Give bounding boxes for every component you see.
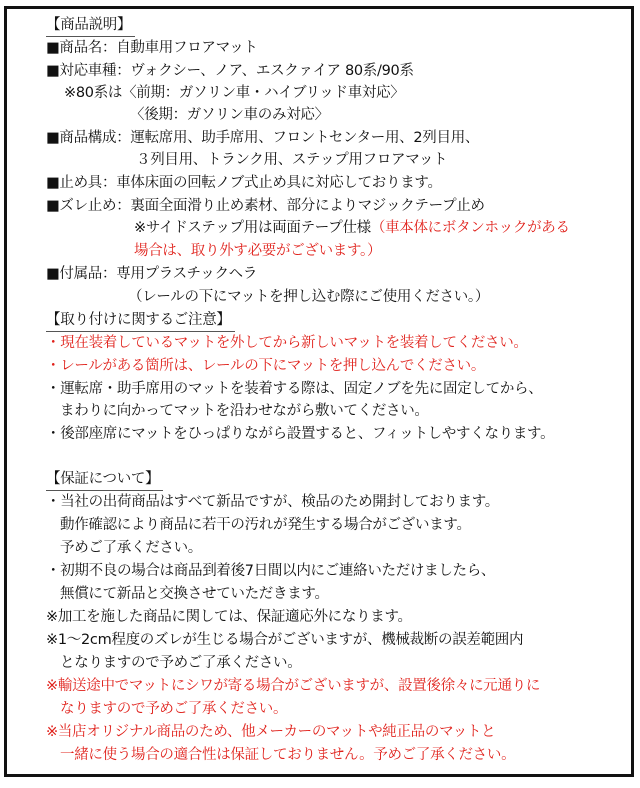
accessory-note: （レールの下にマットを押し込む際にご使用ください。） [128,289,490,305]
warranty-note: ※当店オリジナル商品のため、他メーカーのマットや純正品のマットと [46,724,496,740]
note-80-early: ※80系は〈前期：ガソリン車・ハイブリッド車対応〉 [64,85,405,101]
accessory: ■付属品：専用プラスチックヘラ [46,266,258,282]
warranty-note: となりますので予めご了承ください。 [60,655,302,671]
compatible-models: ■対応車種：ヴォクシー、ノア、エスクァイア 80系/90系 [46,63,414,79]
installation-note: ・レールがある箇所は、レールの下にマットを押し込んでください。 [46,358,486,374]
warranty-note: 予めご了承ください。 [60,540,202,556]
side-step-note: ※サイドステップ用は両面テープ仕様 [134,220,371,236]
anti-slip: ■ズレ止め：裏面全面滑り止め素材、部分によりマジックテープ止め [46,198,485,214]
note-80-late: 〈後期：ガソリン車のみ対応〉 [130,107,329,123]
warranty-note: ※輸送途中でマットにシワが寄る場合がございますが、設置後徐々に元通りに [46,678,541,694]
fastener: ■止め具：車体床面の回転ノブ式止め具に対応しております。 [46,175,442,191]
warranty-note: ・当社の出荷商品はすべて新品ですが、検品のため開封しております。 [46,494,499,510]
side-step-warning-cont: 場合は、取り外す必要がございます。） [134,243,382,259]
warranty-note: ※1～2cm程度のズレが生じる場合がございますが、機械裁断の誤差範囲内 [46,632,524,648]
warranty-note: 動作確認により商品に若干の汚れが発生する場合がございます。 [60,517,471,533]
section-heading-product-description: 【商品説明】 [46,14,135,37]
warranty-note: ※加工を施した商品に関しては、保証適応外になります。 [46,609,412,625]
composition-line-2: ３列目用、トランク用、ステップ用フロアマット [136,152,448,168]
section-heading-warranty: 【保証について】 [46,468,163,491]
warranty-note: 無償にて新品と交換させていただきます。 [60,586,329,602]
installation-note: ・後部座席にマットをひっぱりながら設置すると、フィットしやすくなります。 [46,426,555,442]
section-heading-installation: 【取り付けに関するご注意】 [46,309,235,332]
side-step-note-line [134,217,570,239]
composition-line-1: ■商品構成：運転席用、助手席用、フロントセンター用、2列目用、 [46,130,480,146]
product-name: ■商品名：自動車用フロアマット [46,40,258,56]
side-step-warning: （車本体にボタンホックがある [370,220,570,236]
installation-note: ・現在装着しているマットを外してから新しいマットを装着してください。 [46,335,528,351]
warranty-note: なりますので予めご了承ください。 [60,701,288,717]
installation-note: ・運転席・助手席用のマットを装着する際は、固定ノブを先に固定してから、 [46,381,543,397]
warranty-note: ・初期不良の場合は商品到着後7日間以内にご連絡いただけましたら、 [46,563,496,579]
warranty-note: 一緒に使う場合の適合性は保証しておりません。予めご了承ください。 [60,747,516,763]
installation-note: まわりに向かってマットを沿わせながら敷いてください。 [60,403,429,419]
